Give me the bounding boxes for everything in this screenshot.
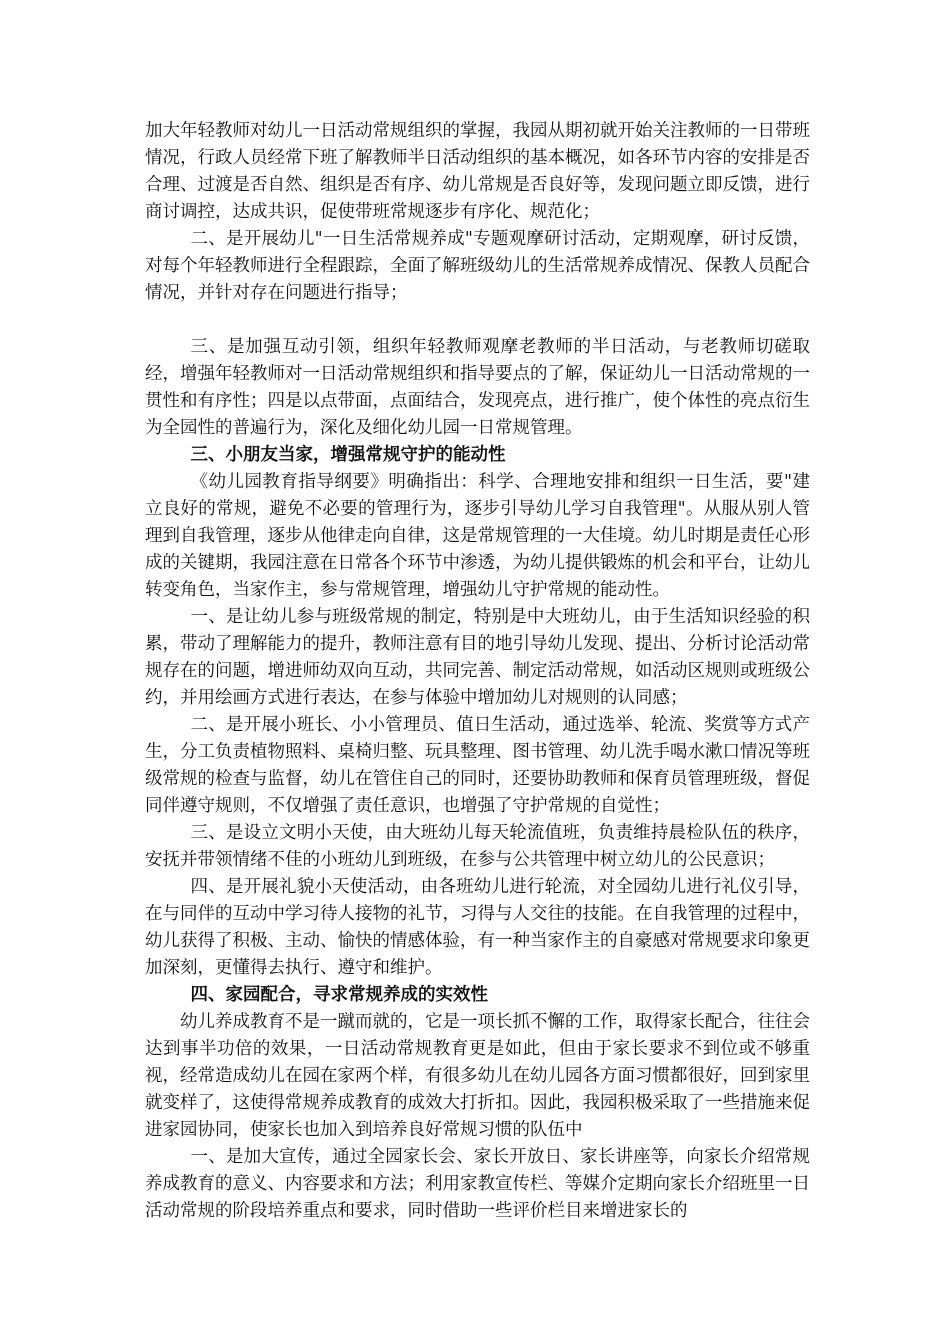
paragraph-teacher-guidance: 加大年轻教师对幼儿一日活动常规组织的掌握，我园从期初就开始关注教师的一日带班情况，行政人员经常下班了解教师半日活动组织的基本概况，如各环节内容的安排是否合理、过渡是否自然、组织是否有序、幼儿常规是否良好等，发现问题立即反馈，进行商讨调控，达成共识，促使带班常规逐步有序化、规范化； <box>145 121 810 222</box>
paragraph-home-cooperation: 幼儿养成教育不是一蹴而就的，它是一项长抓不懈的工作，取得家长配合，往往会达到事半功倍的效果，一日活动常规教育更是如此，但由于家长要求不到位或不够重视，经常造成幼儿在园在家两个样，有很多幼儿在幼儿园各方面习惯都很好，回到家里就变样了，这使得常规养成教育的成效大打折扣。因此，我园积极采取了一些措施来促进家园协同，使家长也加入到培养良好常规习惯的队伍中 <box>145 1012 810 1140</box>
paragraph-courtesy-angel: 四、是开展礼貌小天使活动，由各班幼儿进行轮流，对全园幼儿进行礼仪引导，在与同伴的互动中学习待人接物的礼节，习得与人交往的技能。在自我管理的过程中，幼儿获得了积极、主动、愉快的情感体验，有一种当家作主的自豪感对常规要求印象更加深刻，更懂得去执行、遵守和维护。 <box>145 877 810 978</box>
paragraph-guideline-quote: 《幼儿园教育指导纲要》明确指出：科学、合理地安排和组织一日生活，要"建立良好的常规，避免不必要的管理行为，逐步引导幼儿学习自我管理"。从服从别人管理到自我管理，逐步从他律走向自律，这是常规管理的一大佳境。幼儿时期是责任心形成的关键期，我园注意在日常各个环节中渗透，为幼儿提供锻炼的机会和平台，让幼儿转变角色，当家作主，参与常规管理，增强幼儿守护常规的能动性。 <box>145 472 810 600</box>
section-heading-4: 四、家园配合，寻求常规养成的实效性 <box>190 985 488 1005</box>
paragraph-civility-angel: 三、是设立文明小天使，由大班幼儿每天轮流值班，负责维持晨检队伍的秩序，安抚并带领情绪不佳的小班幼儿到班级，在参与公共管理中树立幼儿的公民意识； <box>145 823 810 870</box>
section-heading-3: 三、小朋友当家，增强常规守护的能动性 <box>190 445 506 465</box>
paragraph-publicity: 一、是加大宣传，通过全园家长会、家长开放日、家长讲座等，向家长介绍常规养成教育的意义、内容要求和方法；利用家教宣传栏、等媒介定期向家长介绍班里一日活动常规的阶段培养重点和要求，同时借助一些评价栏目来增进家长的 <box>145 1147 810 1221</box>
paragraph-interaction-guidance: 三、是加强互动引领，组织年轻教师观摩老教师的半日活动，与老教师切磋取经，增强年轻教师对一日活动常规组织和指导要点的了解，保证幼儿一日活动常规的一贯性和有序性；四是以点带面，点面结合，发现亮点，进行推广，使个体性的亮点衍生为全园性的普遍行为，深化及细化幼儿园一日常规管理。 <box>145 337 810 438</box>
paragraph-class-monitor: 二、是开展小班长、小小管理员、值日生活动，通过选举、轮流、奖赏等方式产生，分工负责植物照料、桌椅归整、玩具整理、图书管理、幼儿洗手喝水漱口情况等班级常规的检查与监督，幼儿在管住自己的同时，还要协助教师和保育员管理班级，督促同伴遵守规则，不仅增强了责任意识，也增强了守护常规的自觉性； <box>145 715 810 816</box>
document-page <box>145 118 810 1225</box>
paragraph-rule-making: 一、是让幼儿参与班级常规的制定，特别是中大班幼儿，由于生活知识经验的积累，带动了理解能力的提升，教师注意有目的地引导幼儿发现、提出、分析讨论活动常规存在的问题，增进师幼双向互动，共同完善、制定活动常规，如活动区规则或班级公约，并用绘画方式进行表达，在参与体验中增加幼儿对规则的认同感； <box>145 607 810 708</box>
blank-line <box>145 307 810 334</box>
paragraph-observation-activity: 二、是开展幼儿"一日生活常规养成"专题观摩研讨活动，定期观摩，研讨反馈，对每个年轻教师进行全程跟踪，全面了解班级幼儿的生活常规养成情况、保教人员配合情况，并针对存在问题进行指导； <box>145 229 810 303</box>
